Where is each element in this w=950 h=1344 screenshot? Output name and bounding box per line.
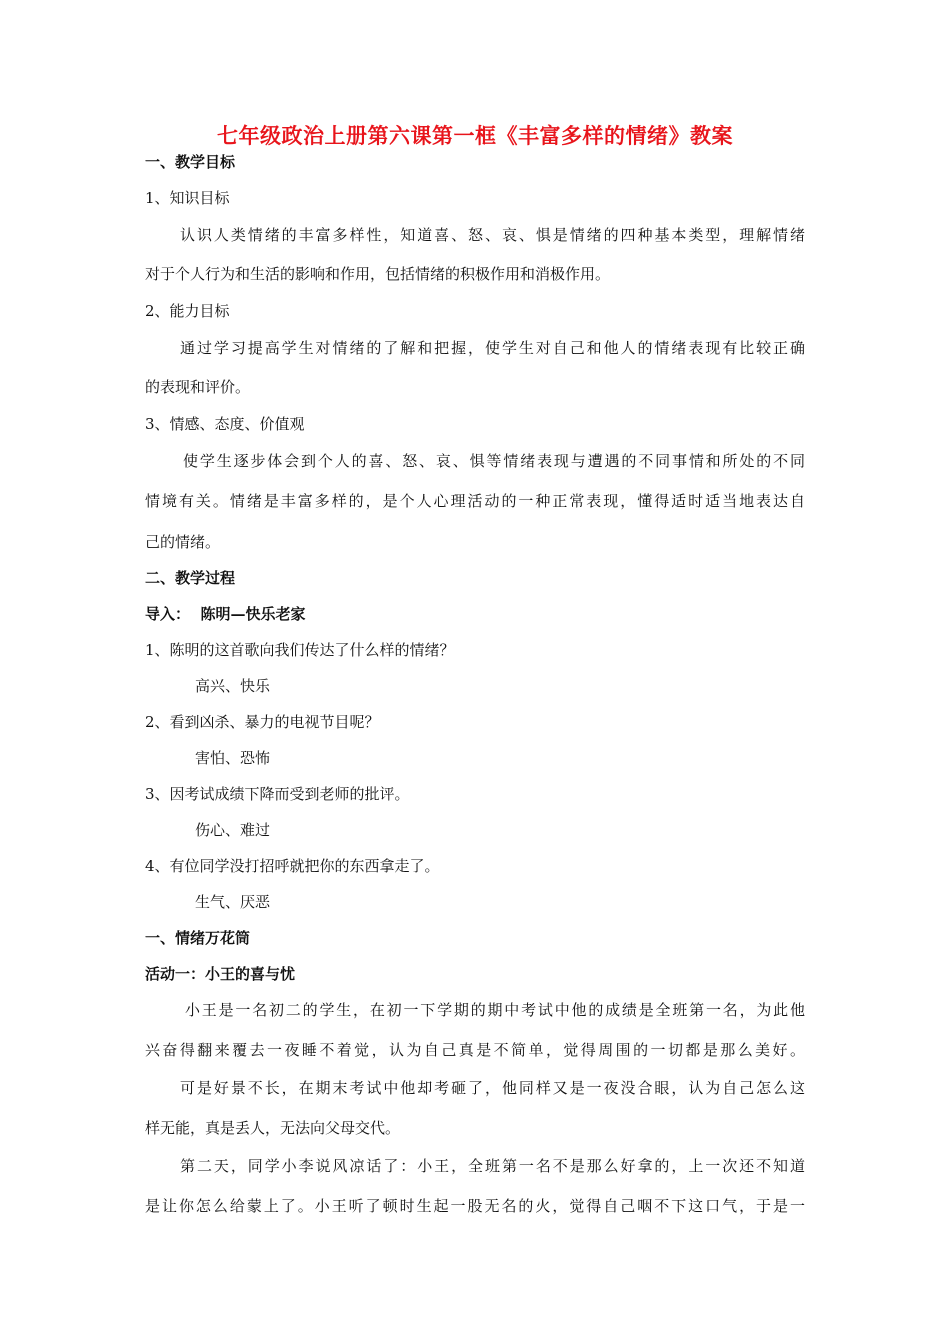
paragraph-line: 小王是一名初二的学生，在初一下学期的期中考试中他的成绩是全班第一名，为此他: [185, 1001, 805, 1019]
question-1: 1、陈明的这首歌向我们传达了什么样的情绪？: [145, 641, 455, 659]
answer-3: 伤心、难过: [195, 821, 271, 839]
subheading-emotion: 3、情感、态度、价值观: [145, 415, 305, 433]
intro-heading: 导入： 陈明—快乐老家: [145, 605, 306, 623]
paragraph-line: 认识人类情绪的丰富多样性，知道喜、怒、哀、惧是情绪的四种基本类型，理解情绪: [180, 226, 805, 244]
question-3: 3、因考试成绩下降而受到老师的批评。: [145, 785, 410, 803]
paragraph-line: 是让你怎么给蒙上了。小王听了顿时生起一股无名的火，觉得自己咽不下这口气，于是一: [145, 1197, 805, 1215]
paragraph-line: 对于个人行为和生活的影响和作用，包括情绪的积极作用和消极作用。: [145, 265, 611, 283]
paragraph-line: 情境有关。情绪是丰富多样的，是个人心理活动的一种正常表现，懂得适时适当地表达自: [145, 492, 805, 510]
paragraph-line: 兴奋得翻来覆去一夜睡不着觉，认为自己真是不简单，觉得周围的一切都是那么美好。: [145, 1041, 805, 1059]
section-heading-kaleidoscope: 一、情绪万花筒: [145, 929, 251, 947]
question-2: 2、看到凶杀、暴力的电视节目呢？: [145, 713, 380, 731]
paragraph-line: 己的情绪。: [145, 533, 221, 551]
paragraph-line: 的表现和评价。: [145, 378, 251, 396]
paragraph-line: 可是好景不长，在期末考试中他却考砸了，他同样又是一夜没合眼，认为自己怎么这: [180, 1079, 805, 1097]
answer-2: 害怕、恐怖: [195, 749, 271, 767]
section-heading-goals: 一、教学目标: [145, 153, 236, 171]
paragraph-line: 通过学习提高学生对情绪的了解和把握，使学生对自己和他人的情绪表现有比较正确: [180, 339, 805, 357]
question-4: 4、有位同学没打招呼就把你的东西拿走了。: [145, 857, 440, 875]
subheading-ability: 2、能力目标: [145, 302, 230, 320]
answer-4: 生气、厌恶: [195, 893, 271, 911]
answer-1: 高兴、快乐: [195, 677, 271, 695]
paragraph-line: 样无能，真是丢人，无法向父母交代。: [145, 1119, 401, 1137]
activity-heading: 活动一：小王的喜与忧: [145, 965, 296, 983]
paragraph-line: 使学生逐步体会到个人的喜、怒、哀、惧等情绪表现与遭遇的不同事情和所处的不同: [183, 452, 805, 470]
subheading-knowledge: 1、知识目标: [145, 189, 230, 207]
paragraph-line: 第二天，同学小李说风凉话了：小王，全班第一名不是那么好拿的，上一次还不知道: [180, 1157, 805, 1175]
document-title: 七年级政治上册第六课第一框《丰富多样的情绪》教案: [217, 123, 733, 148]
section-heading-process: 二、教学过程: [145, 569, 236, 587]
